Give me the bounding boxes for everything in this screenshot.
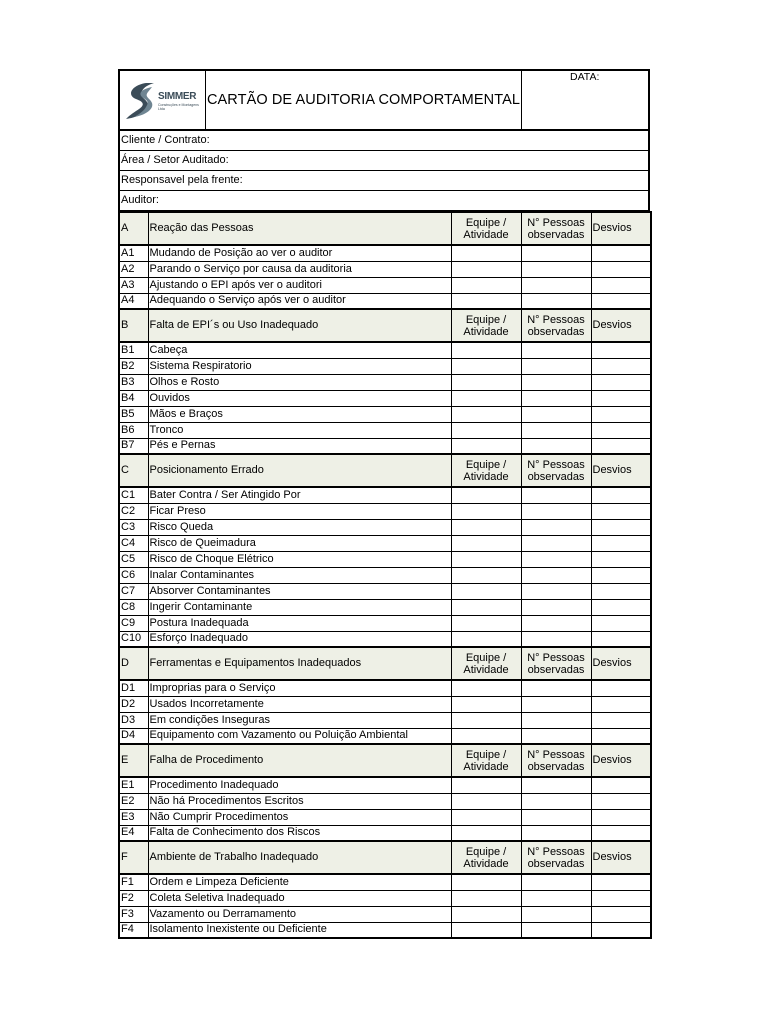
team-activity-header — [451, 647, 521, 680]
people-observed-cell[interactable] — [521, 874, 591, 890]
item-label: Pés e Pernas — [148, 438, 451, 454]
section-title: Reação das Pessoas — [148, 212, 451, 245]
item-code: E3 — [119, 809, 148, 825]
team-header-line1: Equipe / — [465, 313, 507, 326]
item-code: C10 — [119, 631, 148, 647]
item-label: Vazamento ou Derramamento — [148, 906, 451, 922]
people-observed-cell[interactable] — [521, 503, 591, 519]
team-activity-header — [451, 454, 521, 487]
team-header-line2: Atividade — [463, 760, 509, 773]
item-row — [119, 342, 651, 358]
section-header-row — [119, 647, 651, 680]
item-label: Bater Contra / Ser Atingido Por — [148, 487, 451, 503]
deviations-cell[interactable] — [591, 922, 651, 938]
people-observed-header — [521, 454, 591, 487]
item-row — [119, 874, 651, 890]
people-observed-cell[interactable] — [521, 809, 591, 825]
item-label: Usados Incorretamente — [148, 696, 451, 712]
item-code: A4 — [119, 293, 148, 309]
item-label: Procedimento Inadequado — [148, 777, 451, 793]
people-observed-cell[interactable] — [521, 825, 591, 841]
team-activity-cell[interactable] — [451, 809, 521, 825]
team-activity-cell[interactable] — [451, 680, 521, 696]
section-code: D — [119, 647, 148, 680]
people-observed-cell[interactable] — [521, 519, 591, 535]
people-observed-cell[interactable] — [521, 890, 591, 906]
logo-subtext: Construções e Montagens Ltda — [158, 103, 199, 111]
item-row — [119, 793, 651, 809]
item-label: Risco de Queimadura — [148, 535, 451, 551]
item-row — [119, 535, 651, 551]
audited-area-field[interactable]: Área / Setor Auditado: — [118, 151, 650, 171]
team-header-line1: Equipe / — [465, 216, 507, 229]
item-row — [119, 712, 651, 728]
item-row — [119, 777, 651, 793]
team-activity-cell[interactable] — [451, 438, 521, 454]
item-label: Falta de Conhecimento dos Riscos — [148, 825, 451, 841]
team-activity-cell[interactable] — [451, 422, 521, 438]
item-code: D2 — [119, 696, 148, 712]
item-code: C9 — [119, 615, 148, 631]
item-code: C1 — [119, 487, 148, 503]
people-observed-cell[interactable] — [521, 438, 591, 454]
people-observed-header — [521, 744, 591, 777]
people-observed-header — [521, 841, 591, 874]
item-label: Coleta Seletiva Inadequado — [148, 890, 451, 906]
section-code: F — [119, 841, 148, 874]
client-contract-field[interactable]: Cliente / Contrato: — [118, 131, 650, 151]
team-header-line1: Equipe / — [465, 651, 507, 664]
item-code: C7 — [119, 583, 148, 599]
item-row — [119, 551, 651, 567]
item-label: Sistema Respiratorio — [148, 358, 451, 374]
item-code: F4 — [119, 922, 148, 938]
item-label: Absorver Contaminantes — [148, 583, 451, 599]
people-observed-cell[interactable] — [521, 680, 591, 696]
team-activity-cell[interactable] — [451, 261, 521, 277]
item-code: B7 — [119, 438, 148, 454]
item-row — [119, 631, 651, 647]
item-code: C5 — [119, 551, 148, 567]
item-label: Postura Inadequada — [148, 615, 451, 631]
deviations-cell[interactable] — [591, 890, 651, 906]
team-activity-cell[interactable] — [451, 519, 521, 535]
item-label: Adequando o Serviço após ver o auditor — [148, 293, 451, 309]
item-row — [119, 390, 651, 406]
item-row — [119, 825, 651, 841]
people-observed-cell[interactable] — [521, 728, 591, 744]
logo-text: SIMMER — [158, 91, 197, 102]
deviations-cell[interactable] — [591, 406, 651, 422]
people-observed-cell[interactable] — [521, 487, 591, 503]
team-activity-cell[interactable] — [451, 487, 521, 503]
deviations-cell[interactable] — [591, 599, 651, 615]
item-row — [119, 422, 651, 438]
team-activity-cell[interactable] — [451, 567, 521, 583]
people-header-line1: N° Pessoas — [527, 845, 585, 858]
team-header-line1: Equipe / — [465, 458, 507, 471]
people-observed-cell[interactable] — [521, 551, 591, 567]
people-header-line2: observadas — [527, 228, 585, 241]
deviations-header: Desvios — [591, 212, 651, 245]
people-observed-cell[interactable] — [521, 793, 591, 809]
people-header-line2: observadas — [527, 760, 585, 773]
item-label: Ouvidos — [148, 390, 451, 406]
item-code: C2 — [119, 503, 148, 519]
team-activity-cell[interactable] — [451, 696, 521, 712]
deviations-cell[interactable] — [591, 874, 651, 890]
team-activity-cell[interactable] — [451, 922, 521, 938]
deviations-cell[interactable] — [591, 503, 651, 519]
item-label: Mudando de Posição ao ver o auditor — [148, 245, 451, 261]
team-activity-cell[interactable] — [451, 825, 521, 841]
item-row — [119, 728, 651, 744]
item-code: A1 — [119, 245, 148, 261]
item-row — [119, 519, 651, 535]
item-row — [119, 696, 651, 712]
item-label: Tronco — [148, 422, 451, 438]
responsible-field[interactable]: Responsavel pela frente: — [118, 171, 650, 191]
item-label: Ajustando o EPI após ver o auditori — [148, 277, 451, 293]
team-activity-cell[interactable] — [451, 535, 521, 551]
section-header-row — [119, 841, 651, 874]
team-activity-cell[interactable] — [451, 615, 521, 631]
people-observed-cell[interactable] — [521, 374, 591, 390]
item-row — [119, 261, 651, 277]
people-observed-cell[interactable] — [521, 422, 591, 438]
people-observed-cell[interactable] — [521, 567, 591, 583]
item-code: C6 — [119, 567, 148, 583]
deviations-header: Desvios — [591, 309, 651, 342]
deviations-cell[interactable] — [591, 390, 651, 406]
item-label: Não Cumprir Procedimentos — [148, 809, 451, 825]
people-observed-cell[interactable] — [521, 277, 591, 293]
section-code: C — [119, 454, 148, 487]
team-activity-cell[interactable] — [451, 583, 521, 599]
deviations-cell[interactable] — [591, 245, 651, 261]
people-header-line1: N° Pessoas — [527, 651, 585, 664]
item-code: A3 — [119, 277, 148, 293]
team-activity-cell[interactable] — [451, 406, 521, 422]
team-activity-cell[interactable] — [451, 874, 521, 890]
people-observed-cell[interactable] — [521, 777, 591, 793]
team-activity-header — [451, 309, 521, 342]
item-row — [119, 277, 651, 293]
item-row — [119, 599, 651, 615]
item-label: Ordem e Limpeza Deficiente — [148, 874, 451, 890]
item-code: B2 — [119, 358, 148, 374]
item-row — [119, 890, 651, 906]
item-label: Improprias para o Serviço — [148, 680, 451, 696]
people-header-line1: N° Pessoas — [527, 216, 585, 229]
deviations-cell[interactable] — [591, 680, 651, 696]
people-observed-cell[interactable] — [521, 631, 591, 647]
item-label: Risco de Choque Elétrico — [148, 551, 451, 567]
team-activity-cell[interactable] — [451, 712, 521, 728]
item-row — [119, 906, 651, 922]
audit-card — [118, 69, 650, 939]
deviations-cell[interactable] — [591, 293, 651, 309]
item-row — [119, 922, 651, 938]
people-header-line2: observadas — [527, 325, 585, 338]
team-activity-cell[interactable] — [451, 390, 521, 406]
people-observed-cell[interactable] — [521, 599, 591, 615]
item-label: Mãos e Braços — [148, 406, 451, 422]
item-row — [119, 293, 651, 309]
deviations-cell[interactable] — [591, 567, 651, 583]
deviations-cell[interactable] — [591, 583, 651, 599]
item-label: Esforço Inadequado — [148, 631, 451, 647]
item-label: Ficar Preso — [148, 503, 451, 519]
item-label: Em condições Inseguras — [148, 712, 451, 728]
team-activity-cell[interactable] — [451, 599, 521, 615]
item-row — [119, 487, 651, 503]
item-code: C4 — [119, 535, 148, 551]
section-title: Falha de Procedimento — [148, 744, 451, 777]
item-row — [119, 583, 651, 599]
item-code: B6 — [119, 422, 148, 438]
deviations-cell[interactable] — [591, 825, 651, 841]
section-code: A — [119, 212, 148, 245]
item-code: E4 — [119, 825, 148, 841]
people-observed-cell[interactable] — [521, 406, 591, 422]
date-label: DATA: — [570, 71, 600, 83]
item-row — [119, 615, 651, 631]
people-header-line1: N° Pessoas — [527, 748, 585, 761]
deviations-cell[interactable] — [591, 728, 651, 744]
item-row — [119, 438, 651, 454]
deviations-cell[interactable] — [591, 277, 651, 293]
item-code: C3 — [119, 519, 148, 535]
team-activity-cell[interactable] — [451, 245, 521, 261]
people-observed-cell[interactable] — [521, 535, 591, 551]
item-code: A2 — [119, 261, 148, 277]
team-header-line2: Atividade — [463, 325, 509, 338]
card-header — [118, 69, 650, 131]
people-observed-cell[interactable] — [521, 358, 591, 374]
section-title: Posicionamento Errado — [148, 454, 451, 487]
people-observed-cell[interactable] — [521, 906, 591, 922]
team-activity-cell[interactable] — [451, 277, 521, 293]
deviations-cell[interactable] — [591, 712, 651, 728]
section-code: B — [119, 309, 148, 342]
team-header-line1: Equipe / — [465, 748, 507, 761]
section-header-row — [119, 744, 651, 777]
item-row — [119, 680, 651, 696]
team-header-line2: Atividade — [463, 470, 509, 483]
section-title: Ambiente de Trabalho Inadequado — [148, 841, 451, 874]
item-row — [119, 809, 651, 825]
people-observed-cell[interactable] — [521, 245, 591, 261]
people-observed-cell[interactable] — [521, 615, 591, 631]
people-header-line2: observadas — [527, 857, 585, 870]
item-code: B1 — [119, 342, 148, 358]
item-label: Equipamento com Vazamento ou Poluição Ambiental — [148, 728, 451, 744]
team-activity-cell[interactable] — [451, 374, 521, 390]
item-code: F1 — [119, 874, 148, 890]
team-activity-cell[interactable] — [451, 793, 521, 809]
item-label: Não há Procedimentos Escritos — [148, 793, 451, 809]
item-code: D4 — [119, 728, 148, 744]
item-code: D3 — [119, 712, 148, 728]
team-activity-cell[interactable] — [451, 358, 521, 374]
deviations-cell[interactable] — [591, 809, 651, 825]
team-activity-header — [451, 841, 521, 874]
team-activity-cell[interactable] — [451, 906, 521, 922]
team-activity-cell[interactable] — [451, 777, 521, 793]
auditor-field[interactable]: Auditor: — [118, 191, 650, 211]
people-observed-cell[interactable] — [521, 696, 591, 712]
item-label: Ingerir Contaminante — [148, 599, 451, 615]
team-activity-cell[interactable] — [451, 631, 521, 647]
deviations-header: Desvios — [591, 647, 651, 680]
item-code: E2 — [119, 793, 148, 809]
team-activity-cell[interactable] — [451, 728, 521, 744]
people-observed-cell[interactable] — [521, 922, 591, 938]
item-label: Risco Queda — [148, 519, 451, 535]
deviations-cell[interactable] — [591, 535, 651, 551]
deviations-header: Desvios — [591, 454, 651, 487]
team-activity-cell[interactable] — [451, 342, 521, 358]
item-row — [119, 358, 651, 374]
people-observed-header — [521, 309, 591, 342]
item-code: F3 — [119, 906, 148, 922]
item-row — [119, 245, 651, 261]
deviations-cell[interactable] — [591, 906, 651, 922]
deviations-cell[interactable] — [591, 793, 651, 809]
deviations-cell[interactable] — [591, 551, 651, 567]
deviations-cell[interactable] — [591, 615, 651, 631]
deviations-header: Desvios — [591, 841, 651, 874]
deviations-header: Desvios — [591, 744, 651, 777]
item-row — [119, 503, 651, 519]
team-activity-cell[interactable] — [451, 551, 521, 567]
deviations-cell[interactable] — [591, 631, 651, 647]
team-activity-cell[interactable] — [451, 890, 521, 906]
people-header-line1: N° Pessoas — [527, 458, 585, 471]
deviations-cell[interactable] — [591, 422, 651, 438]
team-activity-cell[interactable] — [451, 503, 521, 519]
people-observed-cell[interactable] — [521, 712, 591, 728]
people-observed-header — [521, 212, 591, 245]
people-header-line2: observadas — [527, 663, 585, 676]
people-observed-cell[interactable] — [521, 390, 591, 406]
item-code: B5 — [119, 406, 148, 422]
team-header-line2: Atividade — [463, 663, 509, 676]
people-observed-cell[interactable] — [521, 583, 591, 599]
deviations-cell[interactable] — [591, 777, 651, 793]
team-activity-cell[interactable] — [451, 293, 521, 309]
item-row — [119, 406, 651, 422]
section-header-row — [119, 309, 651, 342]
deviations-cell[interactable] — [591, 342, 651, 358]
date-cell[interactable] — [522, 71, 648, 129]
team-header-line2: Atividade — [463, 857, 509, 870]
item-code: B4 — [119, 390, 148, 406]
deviations-cell[interactable] — [591, 438, 651, 454]
deviations-cell[interactable] — [591, 261, 651, 277]
card-title: CARTÃO DE AUDITORIA COMPORTAMENTAL — [206, 71, 522, 129]
section-header-row — [119, 212, 651, 245]
audit-table — [118, 211, 652, 939]
team-header-line1: Equipe / — [465, 845, 507, 858]
item-row — [119, 374, 651, 390]
section-header-row — [119, 454, 651, 487]
item-label: Parando o Serviço por causa da auditoria — [148, 261, 451, 277]
team-header-line2: Atividade — [463, 228, 509, 241]
deviations-cell[interactable] — [591, 487, 651, 503]
people-observed-header — [521, 647, 591, 680]
item-code: C8 — [119, 599, 148, 615]
item-row — [119, 567, 651, 583]
section-code: E — [119, 744, 148, 777]
people-observed-cell[interactable] — [521, 261, 591, 277]
deviations-cell[interactable] — [591, 696, 651, 712]
team-activity-header — [451, 744, 521, 777]
item-code: B3 — [119, 374, 148, 390]
team-activity-header — [451, 212, 521, 245]
item-code: E1 — [119, 777, 148, 793]
logo-cell — [120, 71, 206, 129]
deviations-cell[interactable] — [591, 358, 651, 374]
people-observed-cell[interactable] — [521, 293, 591, 309]
item-label: Cabeça — [148, 342, 451, 358]
item-code: D1 — [119, 680, 148, 696]
section-title: Falta de EPI´s ou Uso Inadequado — [148, 309, 451, 342]
people-observed-cell[interactable] — [521, 342, 591, 358]
item-label: Olhos e Rosto — [148, 374, 451, 390]
item-code: F2 — [119, 890, 148, 906]
deviations-cell[interactable] — [591, 374, 651, 390]
section-title: Ferramentas e Equipamentos Inadequados — [148, 647, 451, 680]
deviations-cell[interactable] — [591, 519, 651, 535]
people-header-line1: N° Pessoas — [527, 313, 585, 326]
people-header-line2: observadas — [527, 470, 585, 483]
item-label: Isolamento Inexistente ou Deficiente — [148, 922, 451, 938]
item-label: Inalar Contaminantes — [148, 567, 451, 583]
